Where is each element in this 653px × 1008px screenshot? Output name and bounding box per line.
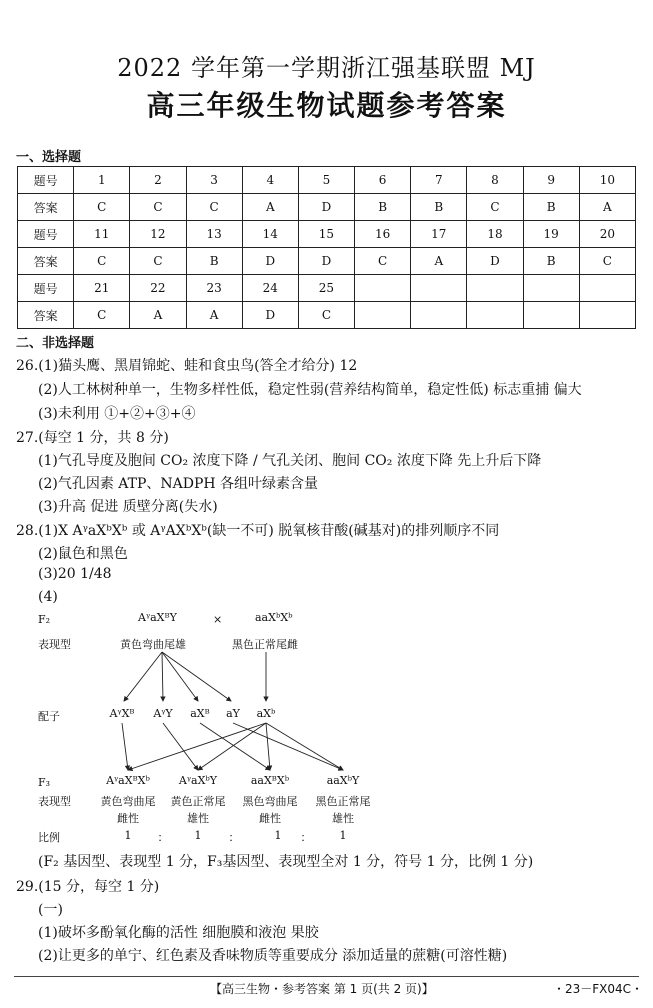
cross-parent1: AᵞaXᴮY (138, 611, 177, 624)
table-cell: C (74, 194, 130, 221)
table-cell: 3 (186, 167, 242, 194)
offspring-sex-2: 雄性 (187, 812, 209, 825)
table-cell: B (411, 194, 467, 221)
q28-line4: (4) (38, 589, 58, 605)
table-cell: B (355, 194, 411, 221)
offspring-2: AᵞaXᵇY (178, 774, 218, 787)
table-cell: 19 (523, 221, 579, 248)
table-cell: 22 (130, 275, 186, 302)
table-cell: A (186, 302, 242, 329)
table-cell: A (411, 248, 467, 275)
q28-scoring-note: (F₂ 基因型、表现型 1 分，F₃基因型、表现型全对 1 分，符号 1 分，比例 1 分) (38, 854, 534, 870)
cross-f2-label: F₂ (38, 613, 51, 626)
ratio-sep-1: ： (157, 831, 169, 844)
cross-f3-phenotype-label: 表现型 (38, 795, 71, 808)
exam-title-line2: 高三年级生物试题参考答案 (146, 89, 507, 122)
cross-gamete-label: 配子 (38, 710, 60, 723)
table-cell: C (186, 194, 242, 221)
table-cell: 2 (130, 167, 186, 194)
table-cell: 10 (579, 167, 635, 194)
gamete-3: aXᴮ (190, 707, 210, 720)
table-cell: 18 (467, 221, 523, 248)
footer-page-info: 【高三生物・参考答案 第 1 页(共 2 页)】 (210, 982, 434, 996)
ratio-4: 1 (339, 829, 347, 842)
table-cell: 7 (411, 167, 467, 194)
offspring-phen-4: 黑色正常尾 (315, 795, 371, 808)
table-row-header: 答案 (18, 302, 74, 329)
table-cell: 20 (579, 221, 635, 248)
table-row-header: 答案 (18, 248, 74, 275)
q29-line0: 29.(15 分，每空 1 分) (16, 879, 160, 895)
table-cell: D (467, 248, 523, 275)
table-cell: C (298, 302, 354, 329)
table-cell: 14 (242, 221, 298, 248)
table-cell: D (298, 248, 354, 275)
ratio-1: 1 (124, 829, 132, 842)
table-cell: A (579, 194, 635, 221)
gamete-4: aY (226, 707, 240, 720)
cross-parent2: aaXᵇXᵇ (255, 611, 293, 624)
q29-line3: (2)让更多的单宁、红色素及香味物质等重要成分 添加适量的蔗糖(可溶性糖) (38, 948, 508, 964)
gamete-5: aXᵇ (256, 707, 276, 720)
offspring-phen-2: 黄色正常尾 (170, 795, 226, 808)
q26-line1: 26.(1)猫头鹰、黑眉锦蛇、蛙和食虫鸟(答全才给分) 12 (16, 358, 358, 374)
q29-line1: (一) (38, 902, 63, 918)
table-cell: 12 (130, 221, 186, 248)
offspring-phen-1: 黄色弯曲尾 (100, 795, 156, 808)
table-cell: C (74, 248, 130, 275)
cross-f3-label: F₃ (38, 776, 51, 789)
table-cell: D (242, 302, 298, 329)
ratio-3: 1 (274, 829, 282, 842)
table-cell: 8 (467, 167, 523, 194)
page-footer (0, 976, 653, 1000)
ratio-2: 1 (194, 829, 202, 842)
q26-line3: (3)未利用 ①+②+③+④ (38, 406, 196, 422)
q28-line1: 28.(1)X AᵞaXᵇXᵇ 或 AᵞAXᵇXᵇ(缺一不可) 脱氧核苷酸(碱基对)的排列顺序不同 (16, 523, 500, 539)
table-row-header: 题号 (18, 221, 74, 248)
table-cell: 6 (355, 167, 411, 194)
q28-line3: (3)20 1/48 (38, 566, 112, 582)
cross-phenotype-label: 表现型 (38, 638, 71, 651)
footer-code: ・23－FX04C・ (552, 982, 643, 996)
table-cell: 16 (355, 221, 411, 248)
table-cell: 15 (298, 221, 354, 248)
table-cell: A (242, 194, 298, 221)
offspring-3: aaXᴮXᵇ (250, 774, 290, 787)
q27-line0: 27.(每空 1 分，共 8 分) (16, 430, 169, 446)
cross-symbol: × (213, 613, 223, 626)
table-cell: B (186, 248, 242, 275)
table-cell: 11 (74, 221, 130, 248)
gamete-2: AᵞY (153, 707, 173, 720)
table-cell: C (130, 248, 186, 275)
cross-ratio-label: 比例 (38, 831, 60, 844)
table-cell: D (298, 194, 354, 221)
q29-line2: (1)破坏多酚氧化酶的活性 细胞膜和液泡 果胶 (38, 925, 319, 941)
offspring-4: aaXᵇY (326, 774, 360, 787)
offspring-sex-1: 雌性 (117, 812, 139, 825)
table-cell: 4 (242, 167, 298, 194)
q26-line2: (2)人工林树种单一，生物多样性低，稳定性弱(营养结构简单，稳定性低) 标志重捕 偏大 (38, 382, 582, 398)
table-row-header: 答案 (18, 194, 74, 221)
table-cell: C (130, 194, 186, 221)
table-row-header: 题号 (18, 167, 74, 194)
table-cell: 24 (242, 275, 298, 302)
ratio-sep-3: ： (300, 831, 312, 844)
table-cell: C (74, 302, 130, 329)
cross-phenotype-male: 黄色弯曲尾雄 (120, 638, 186, 651)
table-cell: 25 (298, 275, 354, 302)
table-cell: 13 (186, 221, 242, 248)
table-cell: 23 (186, 275, 242, 302)
exam-title-line1: 2022 学年第一学期浙江强基联盟 MJ (117, 54, 536, 82)
section-title-nonchoice: 二、非选择题 (16, 336, 95, 351)
table-cell: 21 (74, 275, 130, 302)
table-cell: D (242, 248, 298, 275)
offspring-sex-3: 雌性 (259, 812, 281, 825)
offspring-phen-3: 黑色弯曲尾 (242, 795, 298, 808)
offspring-1: AᵞaXᴮXᵇ (106, 774, 150, 787)
gamete-1: AᵞXᴮ (109, 707, 135, 720)
table-cell: B (523, 248, 579, 275)
q27-line1: (1)气孔导度及胞间 CO₂ 浓度下降 / 气孔关闭、胞间 CO₂ 浓度下降 先上升后下降 (38, 453, 542, 469)
table-cell: C (355, 248, 411, 275)
table-cell: 9 (523, 167, 579, 194)
section-title-choice: 一、选择题 (16, 150, 82, 165)
q27-line2: (2)气孔因素 ATP、NADPH 各组叶绿素含量 (38, 476, 319, 492)
table-row-header: 题号 (18, 275, 74, 302)
table-cell: C (579, 248, 635, 275)
ratio-sep-2: ： (228, 831, 240, 844)
q28-line2: (2)鼠色和黑色 (38, 546, 128, 562)
cross-phenotype-female: 黑色正常尾雌 (232, 638, 298, 651)
table-cell: A (130, 302, 186, 329)
table-cell: 17 (411, 221, 467, 248)
offspring-sex-4: 雄性 (332, 812, 354, 825)
table-cell: 5 (298, 167, 354, 194)
table-cell: C (467, 194, 523, 221)
table-cell: B (523, 194, 579, 221)
q27-line3: (3)升高 促进 质壁分离(失水) (38, 499, 218, 515)
table-cell: 1 (74, 167, 130, 194)
footer-rule (14, 976, 639, 977)
